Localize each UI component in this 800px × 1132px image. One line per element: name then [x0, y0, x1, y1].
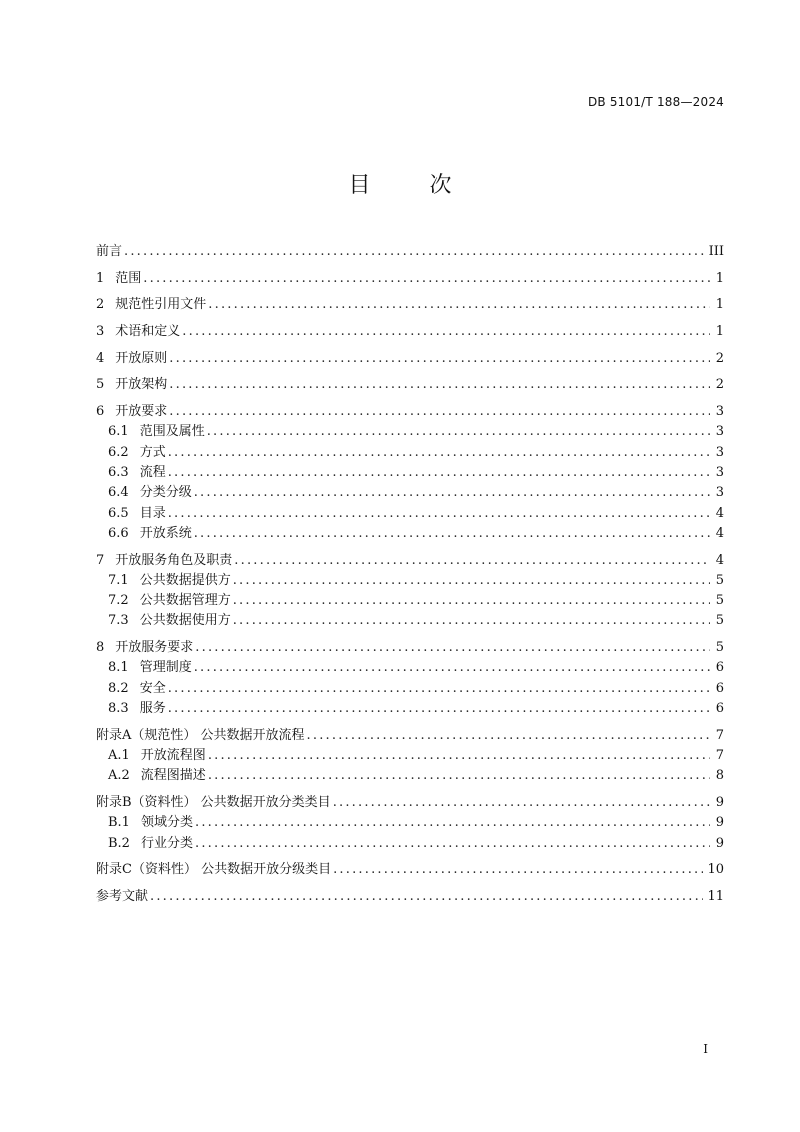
toc-entry-number: 8 — [96, 640, 105, 656]
toc-entry-label: 行业分类 — [140, 835, 193, 851]
toc-entry-number: 1 — [96, 270, 105, 286]
toc-entry-label: 领域分类 — [140, 815, 193, 831]
toc-entry-number: B.2 — [108, 835, 130, 851]
toc-entry-page: 1 — [715, 270, 724, 286]
toc-entry[interactable] — [96, 571, 724, 591]
toc-entry[interactable] — [96, 551, 724, 571]
toc-dot-leader — [169, 402, 710, 422]
toc-entry-page: 9 — [715, 815, 724, 831]
toc-entry-label: 前言 — [96, 244, 123, 259]
toc-entry-page: 6 — [715, 660, 724, 676]
toc-entry-page: 7 — [715, 727, 724, 743]
toc-entry-page: 3 — [715, 404, 724, 420]
toc-entry-label: 方式 — [139, 444, 166, 460]
toc-entry-page: III — [708, 244, 724, 259]
toc-entry-page: 4 — [715, 525, 724, 541]
toc-entry-label: 开放架构 — [115, 377, 168, 393]
toc-entry[interactable] — [96, 349, 724, 369]
toc-entry-page: 5 — [715, 640, 724, 656]
toc-entry-number: 6 — [96, 404, 105, 420]
toc-entry-label: 开放系统 — [139, 525, 192, 541]
toc-entry-number: 6.2 — [108, 444, 129, 460]
toc-entry[interactable] — [96, 834, 724, 854]
toc-dot-leader — [234, 551, 710, 571]
toc-entry-number: 6.3 — [108, 465, 129, 481]
toc-entry[interactable] — [96, 483, 724, 503]
toc-dot-leader — [233, 591, 710, 611]
toc-entry-label: 目录 — [139, 505, 166, 521]
toc-entry-number: 5 — [96, 377, 105, 393]
toc-entry[interactable] — [96, 242, 724, 262]
toc-entry[interactable] — [96, 402, 724, 422]
toc-entry[interactable] — [96, 591, 724, 611]
toc-entry-label: 服务 — [139, 701, 166, 717]
toc-entry[interactable] — [96, 766, 724, 786]
toc-entry-number: 6.6 — [108, 525, 129, 541]
toc-entry-number: 7 — [96, 552, 105, 568]
toc-dot-leader — [169, 375, 710, 395]
toc-entry[interactable] — [96, 524, 724, 544]
page-number: I — [703, 1042, 708, 1056]
toc-entry-number: A.2 — [108, 768, 130, 784]
toc-entry-label: 开放服务角色及职责 — [115, 552, 233, 568]
toc-dot-leader — [333, 793, 710, 813]
toc-entry-number: 7.3 — [108, 613, 129, 629]
toc-dot-leader — [143, 269, 710, 289]
toc-dot-leader — [333, 860, 703, 880]
toc-entry[interactable] — [96, 463, 724, 483]
toc-entry[interactable] — [96, 422, 724, 442]
toc-entry-label: 开放服务要求 — [115, 640, 194, 656]
toc-entry-number: 7.2 — [108, 593, 129, 609]
toc-entry-page: 6 — [715, 701, 724, 717]
toc-entry[interactable] — [96, 860, 724, 880]
toc-dot-leader — [233, 611, 710, 631]
toc-entry-label: 流程图描述 — [140, 768, 206, 784]
toc-entry-page: 4 — [715, 505, 724, 521]
toc-entry-label: 开放流程图 — [140, 748, 206, 764]
toc-entry-page: 4 — [715, 552, 724, 568]
toc-entry-page: 2 — [715, 377, 724, 393]
toc-entry[interactable] — [96, 679, 724, 699]
toc-dot-leader — [195, 813, 710, 833]
toc-entry-number: A.1 — [108, 748, 130, 764]
toc-entry-number: 8.2 — [108, 680, 129, 696]
toc-entry-label: 附录B（资料性） 公共数据开放分类类目 — [96, 795, 331, 811]
toc-entry-label: 公共数据提供方 — [139, 572, 231, 588]
toc-dot-leader — [194, 658, 710, 678]
toc-dot-leader — [207, 422, 710, 442]
toc-entry-page: 1 — [715, 324, 724, 340]
toc-entry[interactable] — [96, 322, 724, 342]
toc-entry[interactable] — [96, 813, 724, 833]
toc-entry-label: 分类分级 — [139, 485, 192, 501]
toc-entry-number: 8.1 — [108, 660, 129, 676]
toc-dot-leader — [307, 726, 710, 746]
toc-dot-leader — [208, 295, 710, 315]
toc-entry-page: 6 — [715, 680, 724, 696]
toc-dot-leader — [194, 483, 710, 503]
toc-entry-number: 6.4 — [108, 485, 129, 501]
toc-entry-page: 3 — [715, 424, 724, 440]
toc-entry-page: 8 — [715, 768, 724, 784]
toc-entry-number: 7.1 — [108, 572, 129, 588]
toc-dot-leader — [150, 887, 703, 907]
toc-entry-number: 6.1 — [108, 424, 129, 440]
toc-entry[interactable] — [96, 658, 724, 678]
toc-entry-number: B.1 — [108, 815, 130, 831]
toc-dot-leader — [208, 766, 710, 786]
toc-entry-label: 附录C（资料性） 公共数据开放分级类目 — [96, 862, 332, 878]
toc-entry[interactable] — [96, 504, 724, 524]
toc-entry-label: 流程 — [139, 465, 166, 481]
toc-entry-page: 1 — [715, 297, 724, 313]
toc-entry-page: 5 — [715, 572, 724, 588]
toc-dot-leader — [168, 699, 710, 719]
toc-entry[interactable] — [96, 269, 724, 289]
toc-dot-leader — [168, 463, 710, 483]
toc-entry-label: 公共数据管理方 — [139, 593, 231, 609]
toc-entry[interactable] — [96, 746, 724, 766]
toc-dot-leader — [233, 571, 710, 591]
toc-entry-label: 管理制度 — [139, 660, 192, 676]
toc-entry-page: 7 — [715, 748, 724, 764]
toc-entry-label: 参考文献 — [96, 889, 149, 904]
toc-entry-page: 11 — [707, 889, 724, 904]
toc-dot-leader — [195, 638, 710, 658]
toc-entry[interactable] — [96, 887, 724, 907]
toc-dot-leader — [168, 504, 710, 524]
toc-entry[interactable] — [96, 295, 724, 315]
toc-entry-number: 8.3 — [108, 701, 129, 717]
toc-entry-page: 3 — [715, 465, 724, 481]
toc-entry-page: 2 — [715, 350, 724, 366]
toc-dot-leader — [208, 746, 710, 766]
document-code: DB 5101/T 188—2024 — [587, 95, 724, 109]
toc-entry-label: 公共数据使用方 — [139, 613, 231, 629]
toc-dot-leader — [195, 834, 710, 854]
toc-dot-leader — [168, 679, 710, 699]
toc-entry-label: 规范性引用文件 — [115, 297, 207, 313]
toc-entry-page: 9 — [715, 795, 724, 811]
toc-entry-number: 4 — [96, 350, 105, 366]
toc-entry[interactable] — [96, 699, 724, 719]
toc-entry-label: 开放要求 — [115, 404, 168, 420]
toc-dot-leader — [124, 242, 705, 262]
toc-entry-label: 安全 — [139, 680, 166, 696]
toc-entry[interactable] — [96, 638, 724, 658]
toc-entry-label: 范围 — [115, 270, 142, 286]
toc-entry-number: 6.5 — [108, 505, 129, 521]
toc-entry[interactable] — [96, 375, 724, 395]
table-of-contents — [96, 242, 724, 907]
toc-entry-label: 术语和定义 — [115, 324, 181, 340]
toc-entry-number: 3 — [96, 324, 105, 340]
toc-dot-leader — [182, 322, 710, 342]
toc-entry-page: 5 — [715, 593, 724, 609]
toc-entry-label: 开放原则 — [115, 350, 168, 366]
toc-entry-page: 5 — [715, 613, 724, 629]
toc-dot-leader — [168, 443, 710, 463]
toc-entry-label: 范围及属性 — [139, 424, 205, 440]
toc-entry[interactable] — [96, 611, 724, 631]
toc-entry[interactable] — [96, 443, 724, 463]
toc-entry[interactable] — [96, 726, 724, 746]
toc-entry[interactable] — [96, 793, 724, 813]
page-title: 目 次 — [348, 173, 478, 198]
toc-entry-number: 2 — [96, 297, 105, 313]
toc-entry-label: 附录A（规范性） 公共数据开放流程 — [96, 727, 305, 743]
toc-entry-page: 10 — [707, 862, 724, 878]
toc-entry-page: 3 — [715, 485, 724, 501]
toc-entry-page: 3 — [715, 444, 724, 460]
toc-dot-leader — [169, 349, 710, 369]
toc-entry-page: 9 — [715, 835, 724, 851]
toc-dot-leader — [194, 524, 710, 544]
